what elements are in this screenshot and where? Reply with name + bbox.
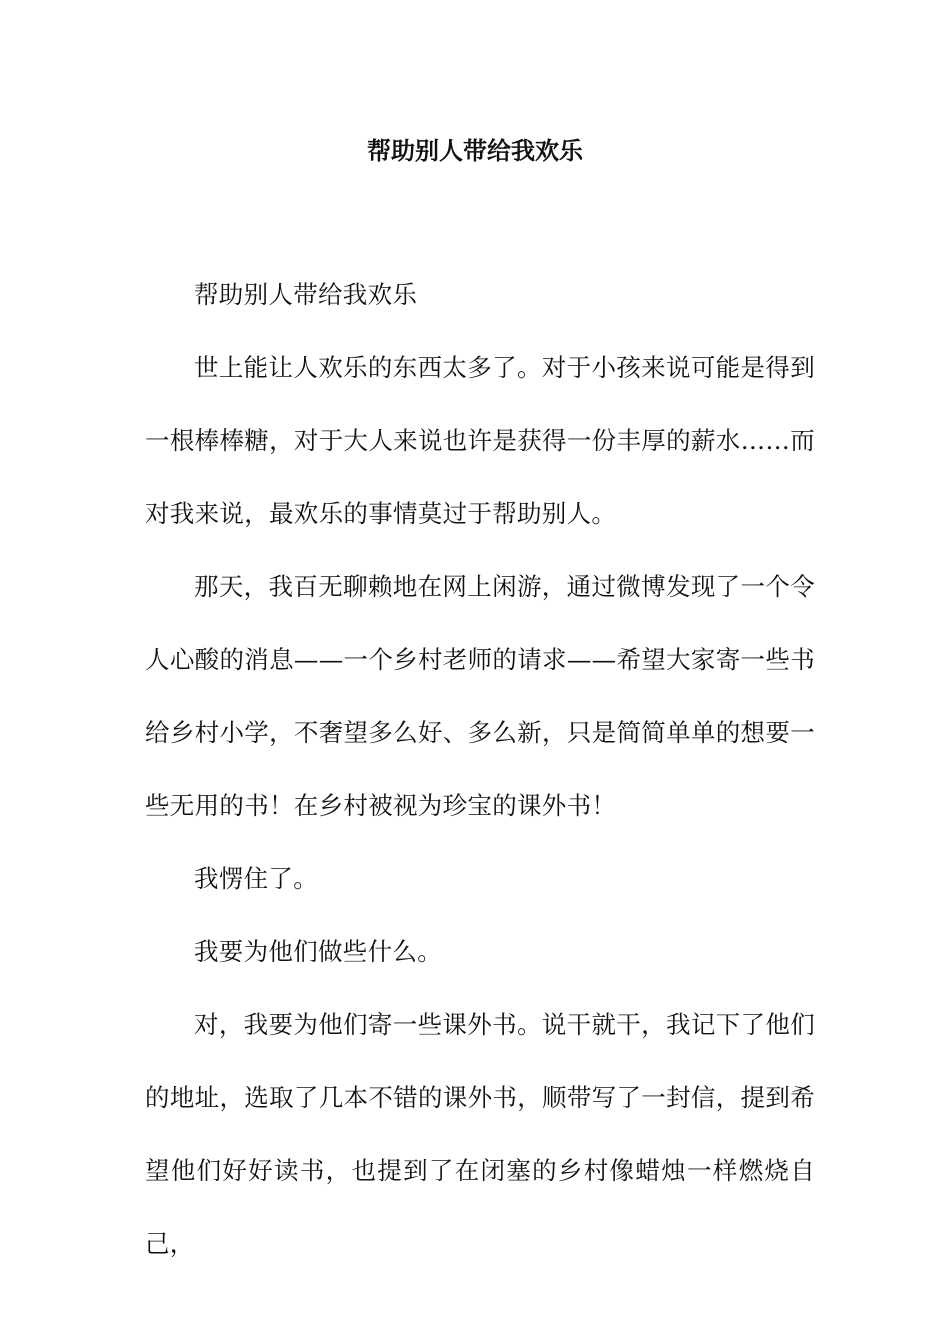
paragraph-subtitle: 帮助别人带给我欢乐 (194, 280, 418, 309)
document-title: 帮助别人带给我欢乐 (367, 136, 583, 165)
paragraph: 世上能让人欢乐的东西太多了。对于小孩来说可能是得到一根棒棒糖，对于大人来说也许是获得一份丰厚的薪水……而对我来说，最欢乐的事情莫过于帮助别人。 (145, 353, 815, 528)
paragraph: 我愣住了。 (194, 864, 318, 893)
paragraph: 那天，我百无聊赖地在网上闲游，通过微博发现了一个令人心酸的消息——一个乡村老师的请求——希望大家寄一些书给乡村小学，不奢望多么好、多么新，只是简简单单的想要一些无用的书！在乡村被视为珍宝的课外书！ (145, 572, 815, 820)
paragraph: 我要为他们做些什么。 (194, 937, 442, 966)
document-body (145, 258, 815, 1280)
paragraph: 对，我要为他们寄一些课外书。说干就干，我记下了他们的地址，选取了几本不错的课外书，顺带写了一封信，提到希望他们好好读书，也提到了在闭塞的乡村像蜡烛一样燃烧自己， (145, 1010, 815, 1258)
